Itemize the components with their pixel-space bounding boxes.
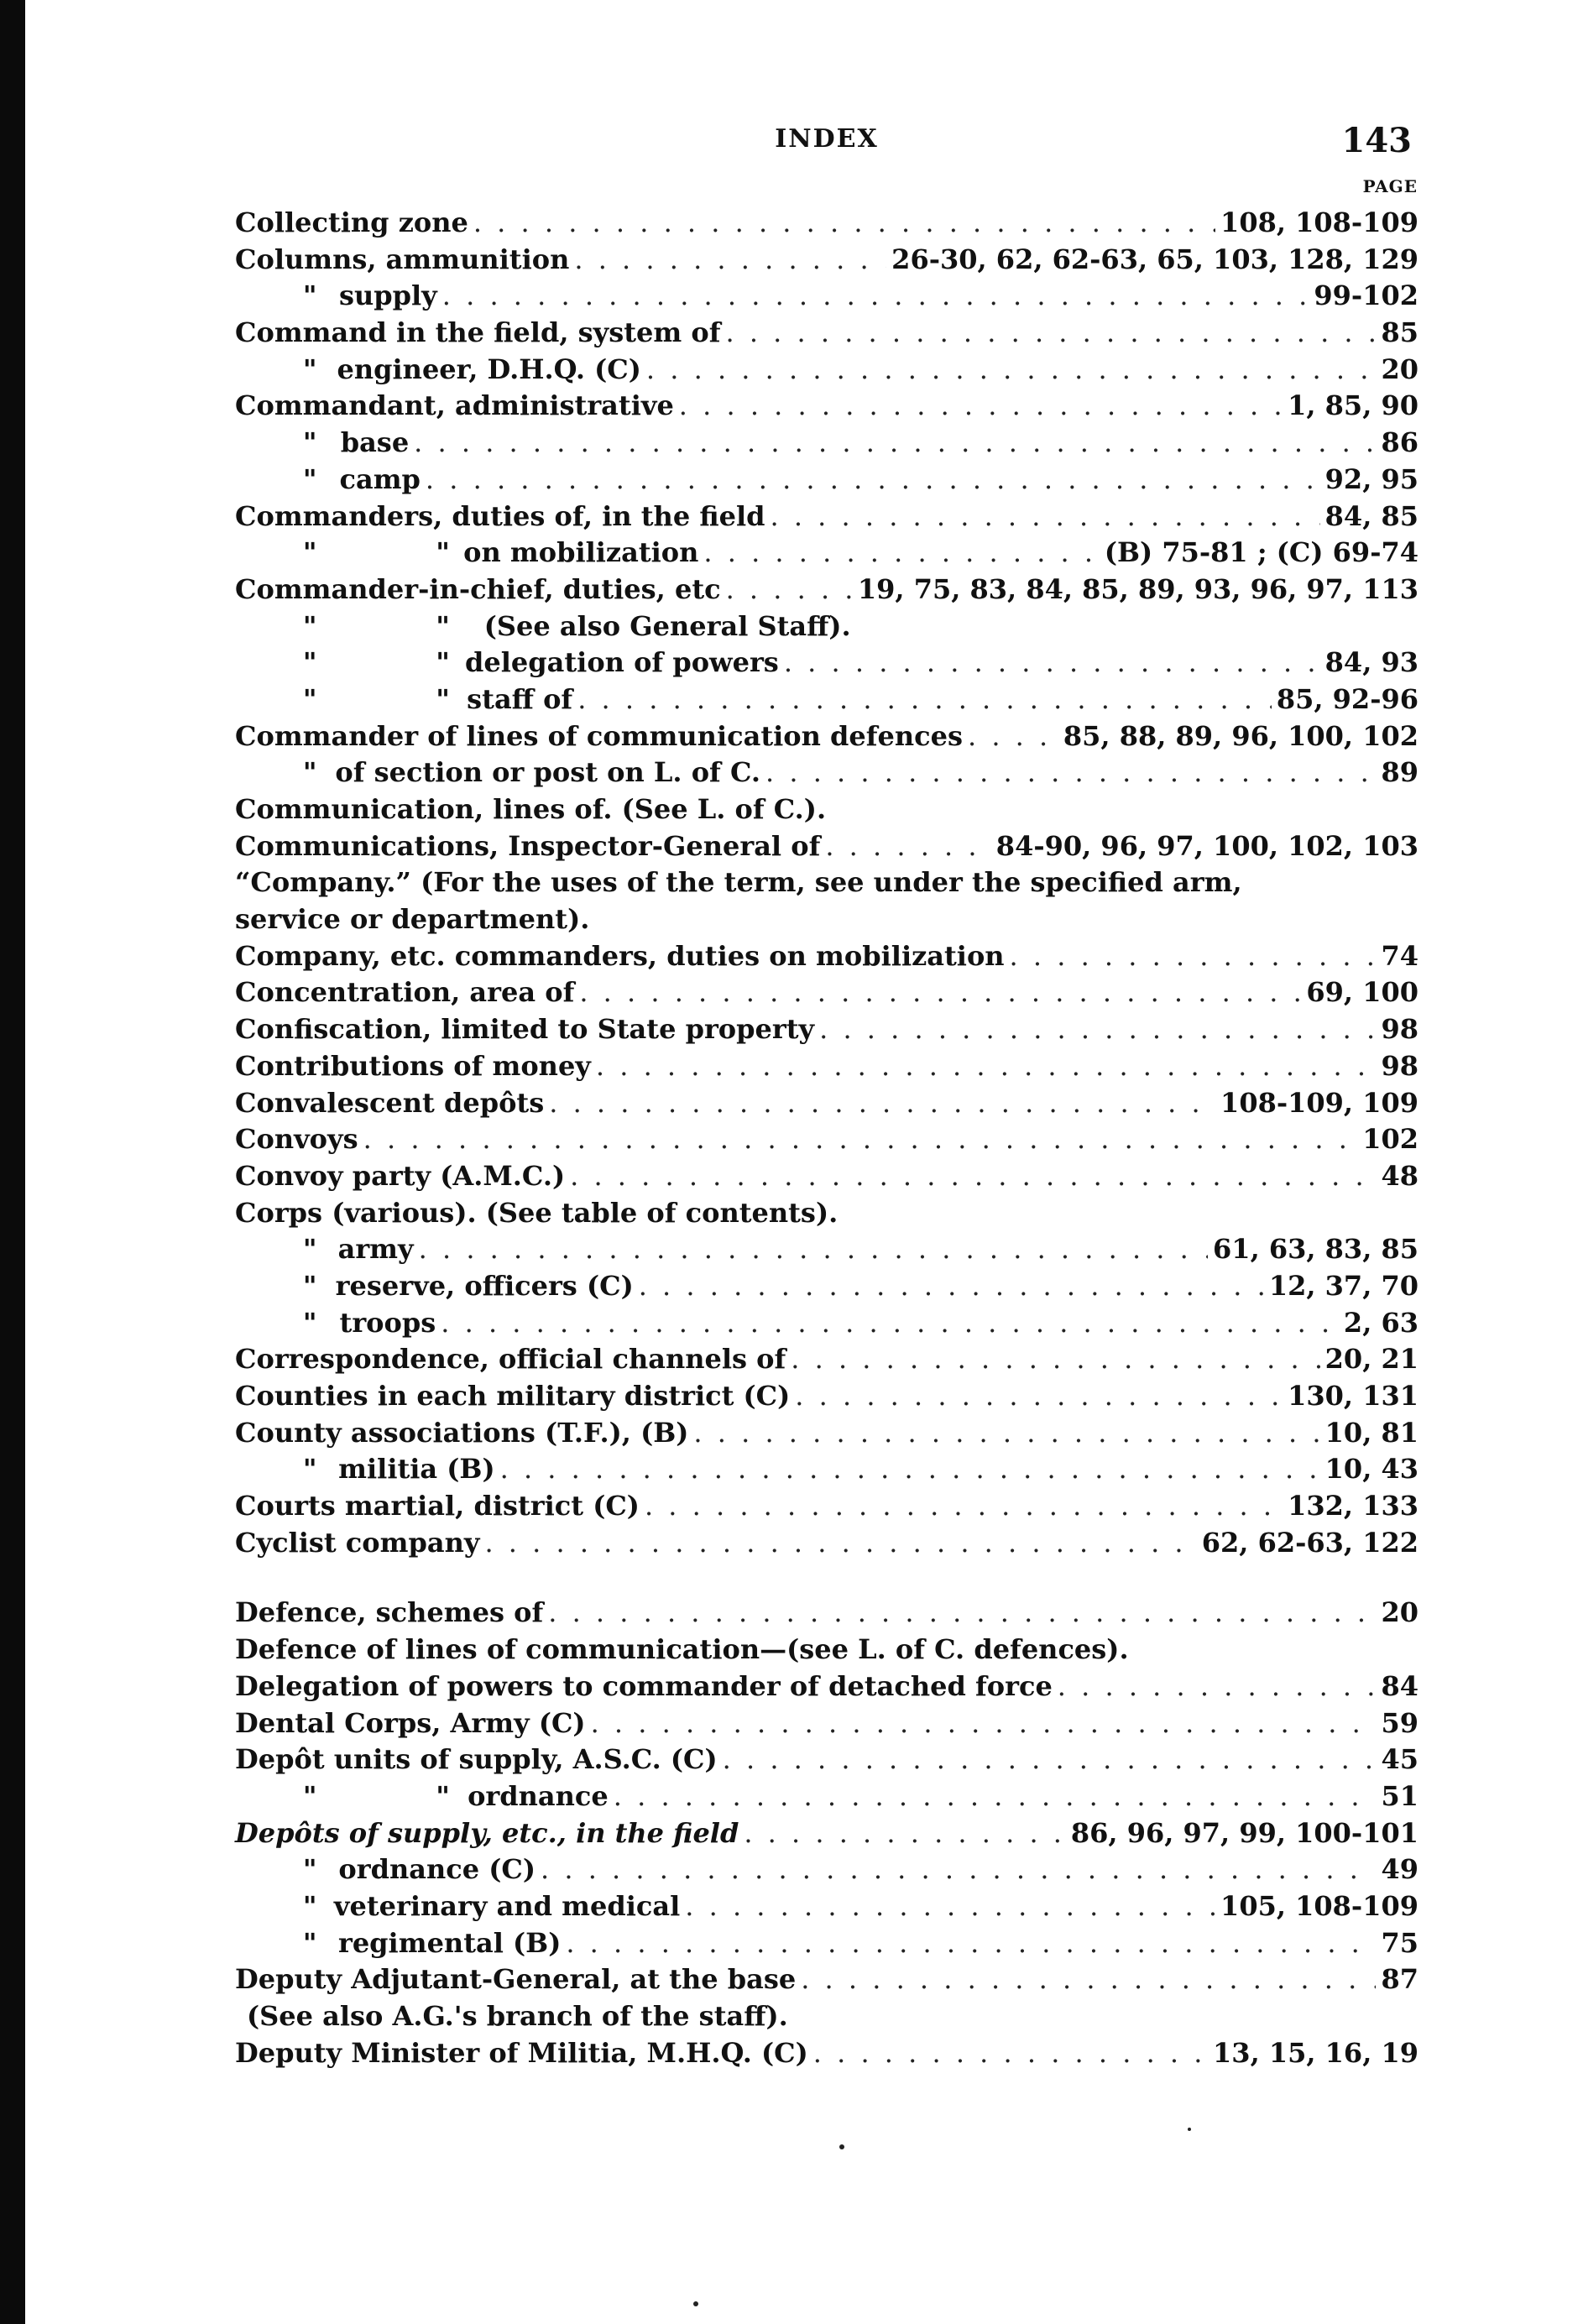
entry-pages: 84, 93 <box>1324 646 1418 679</box>
leader-dots <box>484 1525 1196 1562</box>
index-entry <box>235 1305 1418 1342</box>
entry-term: Dental Corps, Army (C) <box>235 1706 586 1739</box>
index-entry <box>235 755 1418 791</box>
leader-dots <box>825 828 990 865</box>
leader-dots <box>473 205 1215 242</box>
entry-pages: 92, 95 <box>1324 462 1418 495</box>
leader-dots <box>726 572 853 608</box>
entry-term: Commandant, administrative <box>235 389 674 422</box>
leader-dots <box>819 1011 1376 1048</box>
index-entry <box>235 1011 1418 1048</box>
ditto-mark: " <box>302 646 317 679</box>
entry-pages: 108-109, 109 <box>1220 1086 1418 1119</box>
leader-dots <box>548 1595 1376 1632</box>
entry-term: camp <box>339 462 421 495</box>
index-entry <box>235 1341 1418 1378</box>
ditto-mark: " <box>302 1889 317 1922</box>
index-entry <box>235 1415 1418 1452</box>
index-entry <box>235 1815 1418 1852</box>
entry-term: Commander-in-chief, duties, etc <box>235 572 721 605</box>
entry-pages: (B) 75-81 ; (C) 69-74 <box>1104 536 1418 569</box>
index-entry <box>235 608 1418 645</box>
ditto-mark: " <box>302 1453 317 1486</box>
entry-pages: 85, 88, 89, 96, 100, 102 <box>1063 719 1418 752</box>
index-entry <box>235 462 1418 499</box>
entry-pages: 20 <box>1381 1596 1418 1629</box>
index-entry <box>235 1595 1418 1632</box>
ditto-mark: " <box>302 1306 317 1339</box>
entry-pages: 86 <box>1381 426 1418 459</box>
leader-dots <box>813 2035 1208 2072</box>
entry-pages: 86, 96, 97, 99, 100-101 <box>1070 1816 1418 1849</box>
entry-term: engineer, D.H.Q. (C) <box>337 353 641 385</box>
ditto-mark: " <box>302 1779 317 1812</box>
entry-pages: 85 <box>1381 316 1418 349</box>
entry-term: Courts martial, district (C) <box>235 1490 640 1522</box>
leader-dots <box>442 278 1309 315</box>
entry-term: Columns, ammunition <box>235 243 570 275</box>
index-entry <box>235 864 1418 901</box>
leader-dots <box>679 388 1283 425</box>
entry-pages: 102 <box>1362 1123 1418 1156</box>
leader-dots <box>770 499 1319 535</box>
ditto-mark: " <box>302 536 317 569</box>
index-entry <box>235 1451 1418 1488</box>
index-entry <box>235 1705 1418 1742</box>
entry-pages: 89 <box>1381 756 1418 789</box>
entry-pages: 12, 37, 70 <box>1268 1269 1418 1302</box>
leader-dots <box>723 1742 1377 1778</box>
leader-dots <box>795 1378 1283 1415</box>
entry-term: Contributions of money <box>235 1049 591 1082</box>
leader-dots <box>414 425 1376 462</box>
leader-dots <box>1058 1669 1377 1705</box>
entry-term: Cyclist company <box>235 1526 480 1559</box>
entry-pages: 19, 75, 83, 84, 85, 89, 93, 96, 97, 113 <box>857 572 1418 605</box>
entry-term: army <box>337 1233 414 1266</box>
index-entry <box>235 388 1418 425</box>
entry-term: veterinary and medical <box>333 1889 681 1922</box>
speck <box>693 2301 698 2306</box>
entry-term: Commanders, duties of, in the field <box>235 499 765 532</box>
entry-term: Counties in each military district (C) <box>235 1380 791 1412</box>
index-entry <box>235 1742 1418 1778</box>
page-header <box>235 121 1418 166</box>
index-entry <box>235 572 1418 608</box>
index-entry <box>235 1998 1418 2035</box>
index-entry <box>235 1378 1418 1415</box>
entry-term: Deputy Adjutant-General, at the base <box>235 1963 797 1996</box>
entry-pages: 75 <box>1381 1926 1418 1959</box>
entry-pages: 61, 63, 83, 85 <box>1213 1233 1418 1266</box>
entry-term: Corps (various). (See table of contents). <box>235 1196 839 1229</box>
entry-term: Collecting zone <box>235 206 468 238</box>
entry-term: Defence of lines of communication—(see L. of C. defences). <box>235 1633 1129 1666</box>
ditto-mark: " <box>302 462 317 495</box>
index-entry <box>235 1851 1418 1888</box>
leader-dots <box>574 242 886 279</box>
leader-dots <box>596 1048 1377 1085</box>
entry-term: Convoy party (A.M.C.) <box>235 1159 566 1192</box>
entry-pages: 13, 15, 16, 19 <box>1213 2036 1418 2069</box>
entry-term: ordnance <box>468 1779 609 1812</box>
entry-pages: 98 <box>1381 1013 1418 1046</box>
entry-term: “Company.” (For the uses of the term, see under the specified arm, <box>235 866 1242 899</box>
speck <box>1188 2128 1191 2131</box>
index-entry <box>235 1195 1418 1232</box>
entry-term: delegation of powers <box>465 646 779 679</box>
entry-term: Deputy Minister of Militia, M.H.Q. (C) <box>235 2036 808 2069</box>
index-entry <box>235 425 1418 462</box>
entry-term: Commander of lines of communication defences <box>235 719 963 752</box>
index-entry <box>235 499 1418 535</box>
entry-term: troops <box>339 1306 436 1339</box>
leader-dots <box>791 1341 1319 1378</box>
leader-dots <box>765 755 1376 791</box>
leader-dots <box>419 1231 1208 1268</box>
entry-term: Communications, Inspector-General of <box>235 829 821 862</box>
ditto-mark: " <box>302 1233 317 1266</box>
entry-term: Depôt units of supply, A.S.C. (C) <box>235 1743 718 1776</box>
entry-term: (See also A.G.'s branch of the staff). <box>247 2000 788 2032</box>
index-entry <box>235 352 1418 389</box>
entry-pages: 130, 131 <box>1288 1380 1418 1412</box>
leader-dots <box>570 1158 1376 1195</box>
index-entry <box>235 2035 1418 2072</box>
entry-pages: 84 <box>1381 1669 1418 1702</box>
leader-dots <box>577 682 1272 718</box>
index-list <box>235 205 1418 2071</box>
entry-term: Convalescent depôts <box>235 1086 545 1119</box>
leader-dots <box>363 1121 1358 1158</box>
ditto-mark: " <box>302 609 317 642</box>
entry-pages: 69, 100 <box>1306 976 1418 1009</box>
index-entry <box>235 1048 1418 1085</box>
ditto-mark: " <box>436 609 450 642</box>
leader-dots <box>646 352 1377 389</box>
index-entry <box>235 1268 1418 1305</box>
index-entry <box>235 242 1418 279</box>
entry-pages: 85, 92-96 <box>1276 682 1418 715</box>
entry-term: Depôts of supply, etc., in the field <box>235 1816 739 1849</box>
leader-dots <box>645 1488 1283 1525</box>
leader-dots <box>500 1451 1320 1488</box>
entry-pages: 84, 85 <box>1324 499 1418 532</box>
leader-dots <box>725 315 1376 352</box>
index-entry <box>235 828 1418 865</box>
entry-pages: 108, 108-109 <box>1220 206 1418 238</box>
entry-pages: 59 <box>1381 1706 1418 1739</box>
index-entry <box>235 1961 1418 1998</box>
entry-pages: 1, 85, 90 <box>1288 389 1418 422</box>
entry-term: Correspondence, official channels of <box>235 1343 786 1376</box>
index-entry <box>235 1778 1418 1815</box>
entry-term: on mobilization <box>463 536 699 569</box>
index-entry <box>235 791 1418 828</box>
index-entry <box>235 1488 1418 1525</box>
leader-dots <box>685 1888 1215 1925</box>
ditto-mark: " <box>436 682 450 715</box>
ditto-mark: " <box>436 646 450 679</box>
entry-term: Confiscation, limited to State property <box>235 1013 815 1046</box>
entry-pages: 84-90, 96, 97, 100, 102, 103 <box>995 829 1418 862</box>
scan-edge <box>0 0 25 2324</box>
entry-term: County associations (T.F.), (B) <box>235 1416 689 1449</box>
entry-pages: 10, 81 <box>1324 1416 1418 1449</box>
leader-dots <box>591 1705 1377 1742</box>
entry-pages: 98 <box>1381 1049 1418 1082</box>
leader-dots <box>441 1305 1339 1342</box>
entry-pages: 62, 62-63, 122 <box>1201 1526 1418 1559</box>
leader-dots <box>614 1778 1377 1815</box>
entry-term: Delegation of powers to commander of detached force <box>235 1669 1053 1702</box>
entry-term: staff of <box>467 682 573 715</box>
entry-pages: 10, 43 <box>1324 1453 1418 1486</box>
index-entry <box>235 1085 1418 1122</box>
leader-dots <box>566 1925 1376 1962</box>
index-entry <box>235 1158 1418 1195</box>
entry-term: base <box>340 426 410 459</box>
index-entry <box>235 1888 1418 1925</box>
ditto-mark: " <box>436 1779 450 1812</box>
leader-dots <box>744 1815 1066 1852</box>
leader-dots <box>426 462 1320 499</box>
entry-term: Concentration, area of <box>235 976 575 1009</box>
index-entry <box>235 682 1418 718</box>
entry-pages: 99-102 <box>1314 279 1418 312</box>
leader-dots <box>541 1851 1376 1888</box>
entry-term: Command in the field, system of <box>235 316 721 349</box>
ditto-mark: " <box>302 756 317 789</box>
entry-term: regimental (B) <box>337 1926 562 1959</box>
entry-pages: 105, 108-109 <box>1220 1889 1418 1922</box>
entry-pages: 49 <box>1381 1853 1418 1886</box>
entry-term: militia (B) <box>338 1453 495 1486</box>
ditto-mark: " <box>302 426 317 459</box>
ditto-mark: " <box>302 682 317 715</box>
ditto-mark: " <box>302 1853 317 1886</box>
index-entry <box>235 718 1418 755</box>
index-entry <box>235 901 1418 938</box>
ditto-mark: " <box>302 353 317 385</box>
entry-term: ordnance (C) <box>338 1853 536 1886</box>
leader-dots <box>784 645 1320 682</box>
entry-pages: 2, 63 <box>1343 1306 1418 1339</box>
speck <box>839 2144 844 2149</box>
index-entry <box>235 1669 1418 1705</box>
index-entry <box>235 938 1418 975</box>
leader-dots <box>703 535 1099 572</box>
page-column-label: PAGE <box>1362 176 1418 196</box>
leader-dots <box>801 1961 1376 1998</box>
index-entry <box>235 1925 1418 1962</box>
entry-term: reserve, officers (C) <box>335 1269 634 1302</box>
entry-pages: 26-30, 62, 62-63, 65, 103, 128, 129 <box>891 243 1418 275</box>
index-entry <box>235 1231 1418 1268</box>
index-entry <box>235 1632 1418 1669</box>
index-entry <box>235 315 1418 352</box>
entry-pages: 20, 21 <box>1324 1343 1418 1376</box>
index-entry <box>235 645 1418 682</box>
entry-pages: 45 <box>1381 1743 1418 1776</box>
entry-pages: 48 <box>1381 1159 1418 1192</box>
index-entry <box>235 974 1418 1011</box>
ditto-mark: " <box>436 536 450 569</box>
entry-term: Convoys <box>235 1123 358 1156</box>
entry-pages: 20 <box>1381 353 1418 385</box>
entry-term: (See also General Staff). <box>483 609 851 642</box>
entry-pages: 51 <box>1381 1779 1418 1812</box>
entry-term: Company, etc. commanders, duties on mobilization <box>235 939 1005 972</box>
entry-pages: 74 <box>1381 939 1418 972</box>
leader-dots <box>968 718 1058 755</box>
leader-dots <box>693 1415 1319 1452</box>
entry-pages: 132, 133 <box>1288 1490 1418 1522</box>
entry-pages: 87 <box>1381 1963 1418 1996</box>
entry-term: Communication, lines of. (See L. of C.). <box>235 793 827 825</box>
running-title: INDEX <box>775 124 879 154</box>
leader-dots <box>639 1268 1264 1305</box>
ditto-mark: " <box>302 1926 317 1959</box>
index-entry <box>235 535 1418 572</box>
entry-term: service or department). <box>235 903 590 936</box>
index-entry <box>235 205 1418 242</box>
leader-dots <box>549 1085 1215 1122</box>
index-entry <box>235 1525 1418 1562</box>
index-entry <box>235 1121 1418 1158</box>
ditto-mark: " <box>302 1269 317 1302</box>
entry-term: of section or post on L. of C. <box>335 756 760 789</box>
leader-dots <box>579 974 1301 1011</box>
page-number: 143 <box>1341 121 1412 160</box>
entry-term: Defence, schemes of <box>235 1596 544 1629</box>
leader-dots <box>1010 938 1377 975</box>
index-entry <box>235 278 1418 315</box>
entry-term: supply <box>338 279 437 312</box>
ditto-mark: " <box>302 279 317 312</box>
